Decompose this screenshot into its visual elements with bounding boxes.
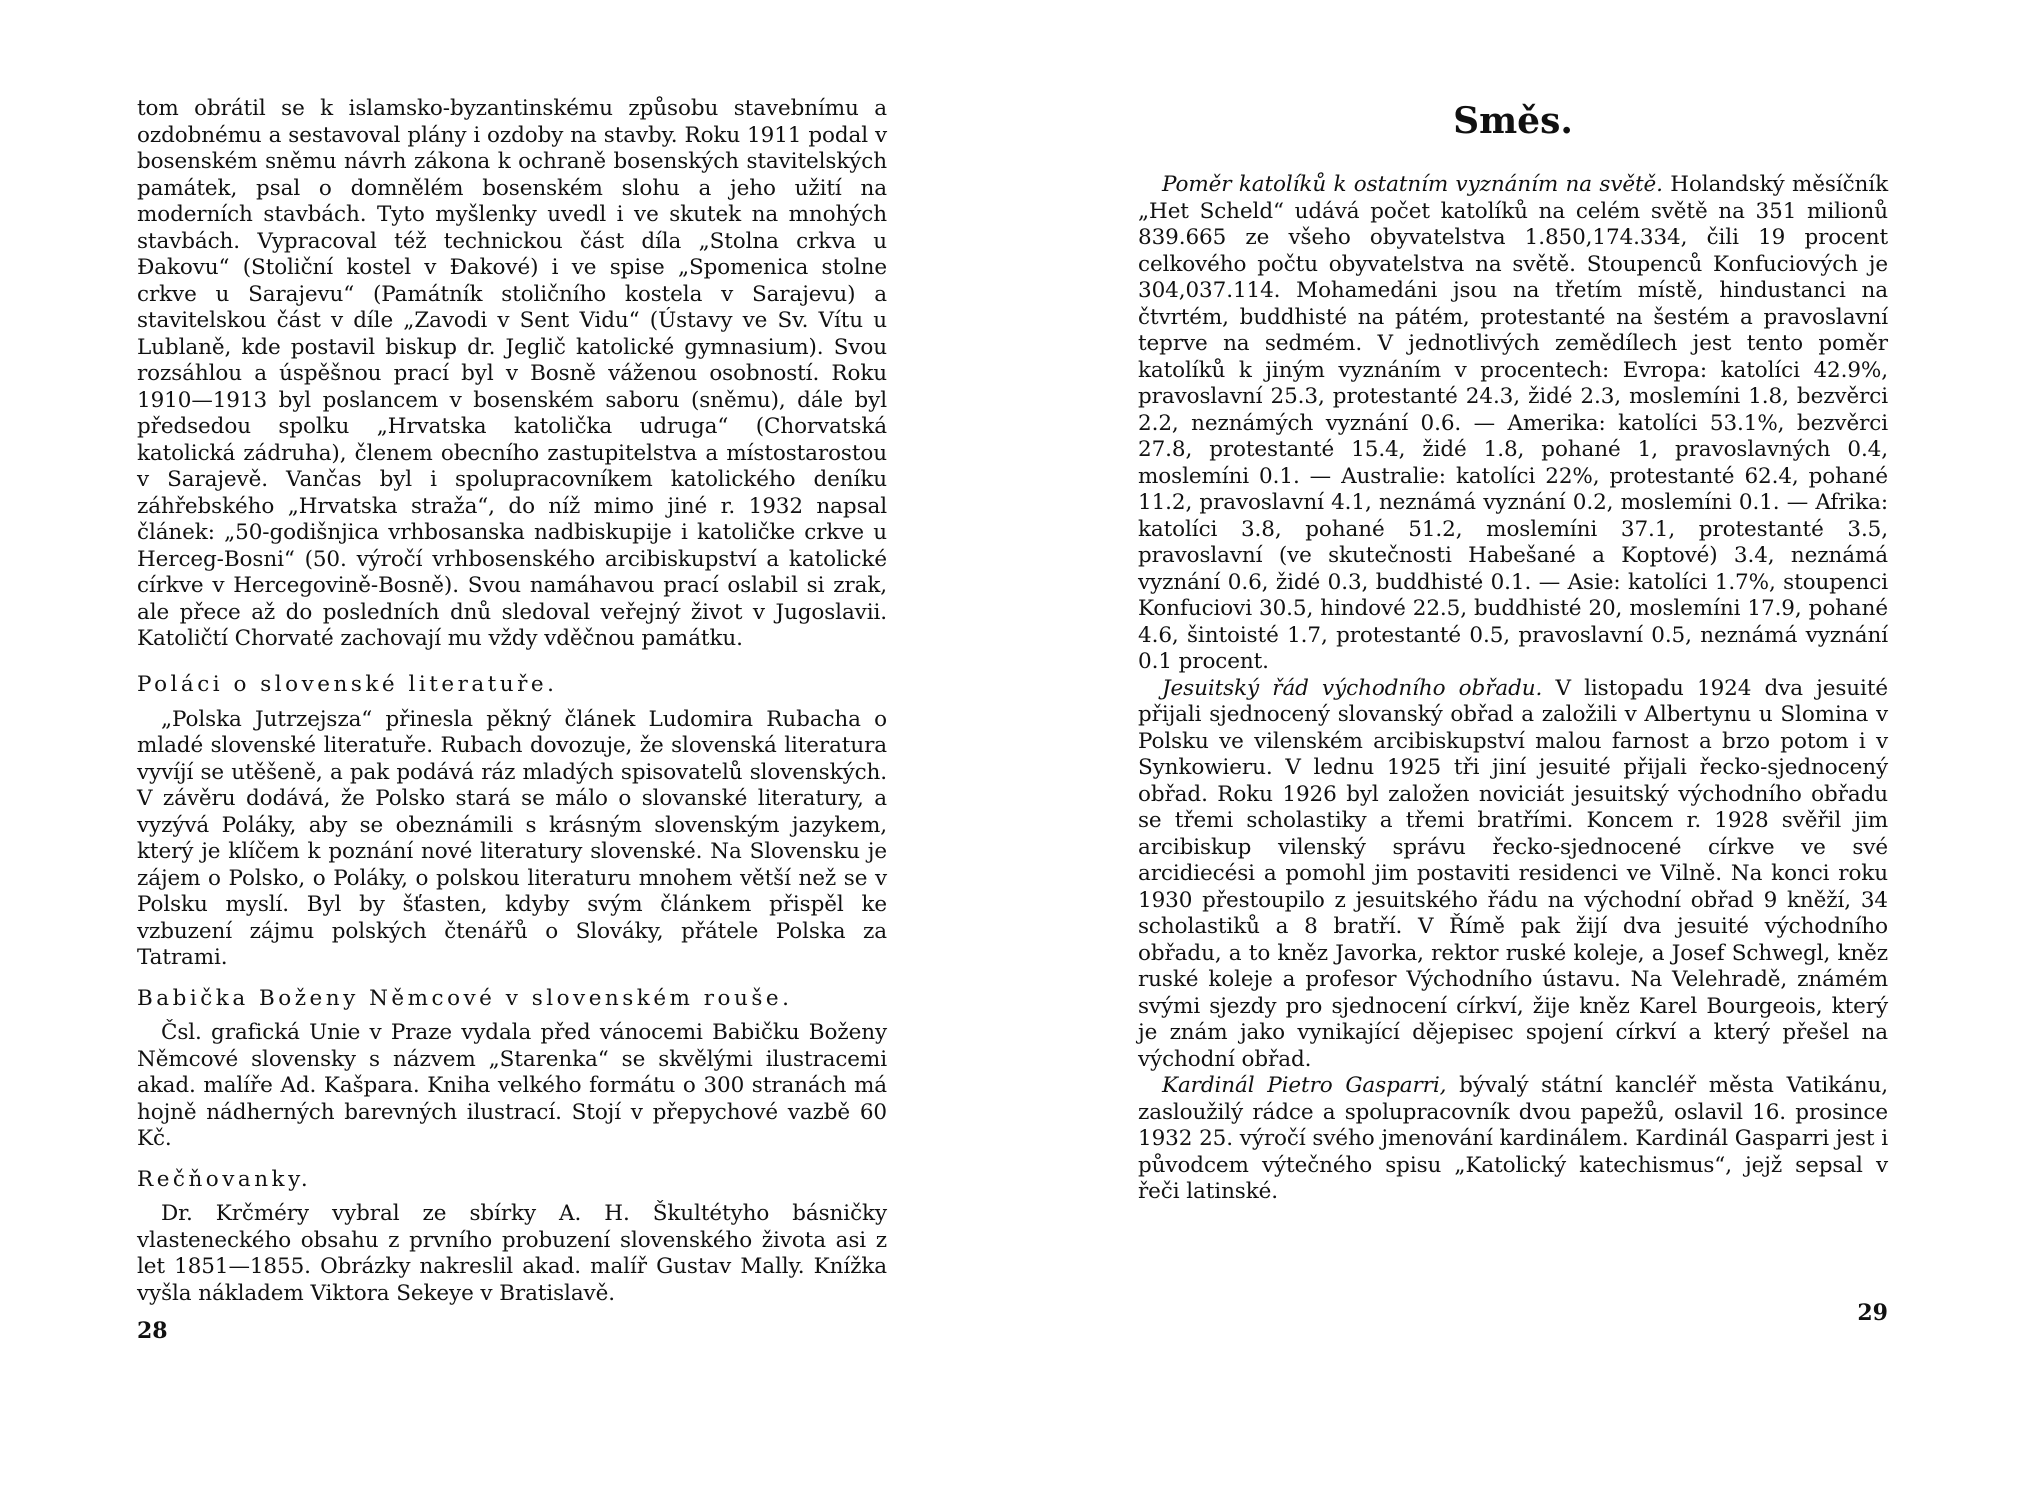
- article-gasparri: [1138, 1073, 1888, 1206]
- section-heading-recnovanky: Rečňovanky.: [137, 1166, 312, 1192]
- section-heading-babicka: Babička Boženy Němcové v slovenském rouše.: [137, 985, 793, 1011]
- article-jesuits-body: V listopadu 1924 dva jesuité přijali sjednocený slovanský obřad a založili v Albertynu u Slomina v Polsku ve vilenském arcibiskupství malou farnost a brzo potom i v Synkowieru. V lednu 1925 tři jiní jesuité přijali řecko-sjednocený obřad. Roku 1926 byl založen noviciát jesuitský východního obřadu se třemi scholastiky a třemi bratřími. Koncem r. 1928 svěřil jim arcibiskup vilenský správu řecko-sjednocené církve ve své arcidiecési a pomohl jim postaviti residenci ve Vilně. Na konci roku 1930 přestoupilo z jesuitského řádu na východní obřad 9 kněží, 34 scholastiků a 8 bratří. V Římě pak žijí dva jesuité východního obřadu, a to kněz Javorka, rektor ruské koleje, a Josef Schwegl, kněz ruské koleje a profesor Východního ústavu. Na Velehradě, známém svými sjezdy pro sjednocení církví, žije kněz Karel Bourgeois, který je znám jako vynikající dějepisec spojení církví a který přešel na východní obřad.: [1138, 675, 1888, 1072]
- section-text-polaci: „Polska Jutrzejsza“ přinesla pěkný článek Ludomira Rubacha o mladé slovenské literatuře. Rubach dovozuje, že slovenská literatura vyvíjí se utěšeně, a pak podává ráz mladých spisovatelů slovenských. V závěru dodává, že Polsko stará se málo o slovanské literatury, a vyzývá Poláky, aby se obeznámili s krásným slovenským jazykem, který je klíčem k poznání nové literatury slovenské. Na Slovensku je zájem o Polsko, o Poláky, o polskou literaturu mnohem větší než se v Polsku myslí. Byl by šťasten, kdyby svým článkem přispěl ke vzbuzení zájmu polských čtenářů o Slováky, přátele Polska za Tatrami.: [137, 706, 887, 970]
- section-text-babicka: Čsl. grafická Unie v Praze vydala před vánocemi Babičku Boženy Němcové slovensky s názvem „Starenka“ se skvělými ilustracemi akad. malíře Ad. Kašpara. Kniha velkého formátu o 300 stranách má hojně nádherných barevných ilustrací. Stojí v přepychové vazbě 60 Kč.: [137, 1020, 887, 1151]
- article-gasparri-lead: Kardinál Pietro Gasparri,: [1162, 1073, 1447, 1098]
- right-page-text: [1138, 172, 1888, 1206]
- article-catholics-lead: Poměr katolíků k ostatním vyznáním na světě.: [1162, 172, 1663, 197]
- right-page: [1138, 0, 1888, 1500]
- article-jesuits-lead: Jesuitský řád východního obřadu.: [1162, 675, 1543, 701]
- article-catholics-body: Holandský měsíčník „Het Scheld“ udává počet katolíků na celém světě na 351 milionů 839.665 ze všeho obyvatelstva 1.850,174.334, čili 19 procent celkového počtu obyvatelstva na světě. Stoupenců Konfuciových je 304,037.114. Mohamedáni jsou na třetím místě, hindustanci na čtvrtém, buddhisté na pátém, protestanté na šestém a pravoslavní teprve na sedmém. V jednotlivých zemědílech jest tento poměr katolíků k jiným vyznáním v procentech: Evropa: katolíci 42.9%, pravoslavní 25.3, protestanté 24.3, židé 2.3, moslemíni 1.8, bezvěrci 2.2, neznámých vyznání 0.6. — Amerika: katolíci 53.1%, bezvěrci 27.8, protestanté 15.4, židé 1.8, pohané 1, pravoslavných 0.4, moslemíni 0.1. — Australie: katolíci 22%, protestanté 62.4, pohané 11.2, pravoslavní 4.1, neznámá vyznání 0.2, moslemíni 0.1. — Afrika: katolíci 3.8, pohané 51.2, moslemíni 37.1, protestanté 3.5, pravoslavní (ve skutečnosti Habešané a Koptové) 3.4, neznámá vyznání 0.6, židé 0.3, buddhisté 0.1. — Asie: katolíci 1.7%, stoupenci Konfuciovi 30.5, hindové 22.5, buddhisté 20, moslemíni 17.9, pohané 4.6, šintoisté 1.7, protestanté 0.5, pravoslavní 0.5, neznámá vyznání 0.1 procent.: [1138, 172, 1889, 674]
- article-vancas-text: tom obrátil se k islamsko-byzantinskému způsobu stavebnímu a ozdobnému a sestavoval plány i ozdoby na stavby. Roku 1911 podal v bosenském sněmu návrh zákona k ochraně bosenských stavitelských památek, psal o domnělém bosenském slohu a jeho užití na moderních stavbách. Tyto myšlenky uvedl i ve skutek na mnohých stavbách. Vypracoval též technickou část díla „Stolna crkva u Đakovu“ (Stoliční kostel v Đakové) i ve spise „Spomenica stolne crkve u Sarajevu“ (Památník stoličního kostela v Sarajevu) a stavitelskou část v díle „Zavodi v Sent Vidu“ (Ústavy ve Sv. Vítu u Lublaně, kde postavil biskup dr. Jeglič katolické gymnasium). Svou rozsáhlou a úspěšnou prací byl v Bosně váženou osobností. Roku 1910—1913 byl poslancem v bosenském saboru (sněmu), dále byl předsedou spolku „Hrvatska katolička udruga“ (Chorvatská katolická zádruha), členem obecního zastupitelstva a místostarostou v Sarajevě. Vančas byl i spolupracovníkem katolického deníku záhřebského „Hrvatska straža“, do níž mimo jiné r. 1932 napsal článek: „50-godišnjica vrhbosanska nadbiskupije i katoličke crkve u Herceg-Bosni“ (50. výročí vrhbosenského arcibiskupství a katolické církve v Hercegovině-Bosně). Svou namáhavou prací oslabil si zrak, ale přece až do posledních dnů sledoval veřejný život v Jugoslavii. Katoličtí Chorvaté zachovají mu vždy vděčnou památku.: [137, 96, 887, 651]
- left-page-sections: [137, 658, 887, 1307]
- article-gasparri-body: bývalý státní kancléř města Vatikánu, zasloužilý rádce a spolupracovník dvou papežů, oslavil 16. prosince 1932 25. výročí svého jmenování kardinálem. Kardinál Gasparri jest i původcem výtečného spisu „Katolický katechismus“, jejž sepsal v řeči latinské.: [1138, 1073, 1888, 1204]
- article-catholics-ratio: [1138, 172, 1888, 676]
- page-title: Směs.: [1453, 100, 1573, 142]
- article-jesuits: [1138, 676, 1888, 1074]
- page-number-right: 29: [1857, 1300, 1888, 1326]
- section-text-recnovanky: Dr. Krčméry vybral ze sbírky A. H. Škultétyho básničky vlasteneckého obsahu z prvního probuzení slovenského života asi z let 1851—1855. Obrázky nakreslil akad. malíř Gustav Mally. Knížka vyšla nákladem Viktora Sekeye v Bratislavě.: [137, 1201, 887, 1306]
- section-heading-polaci: Poláci o slovenské literatuře.: [137, 672, 558, 697]
- left-page: [137, 0, 887, 1500]
- page-number-left: 28: [137, 1318, 168, 1344]
